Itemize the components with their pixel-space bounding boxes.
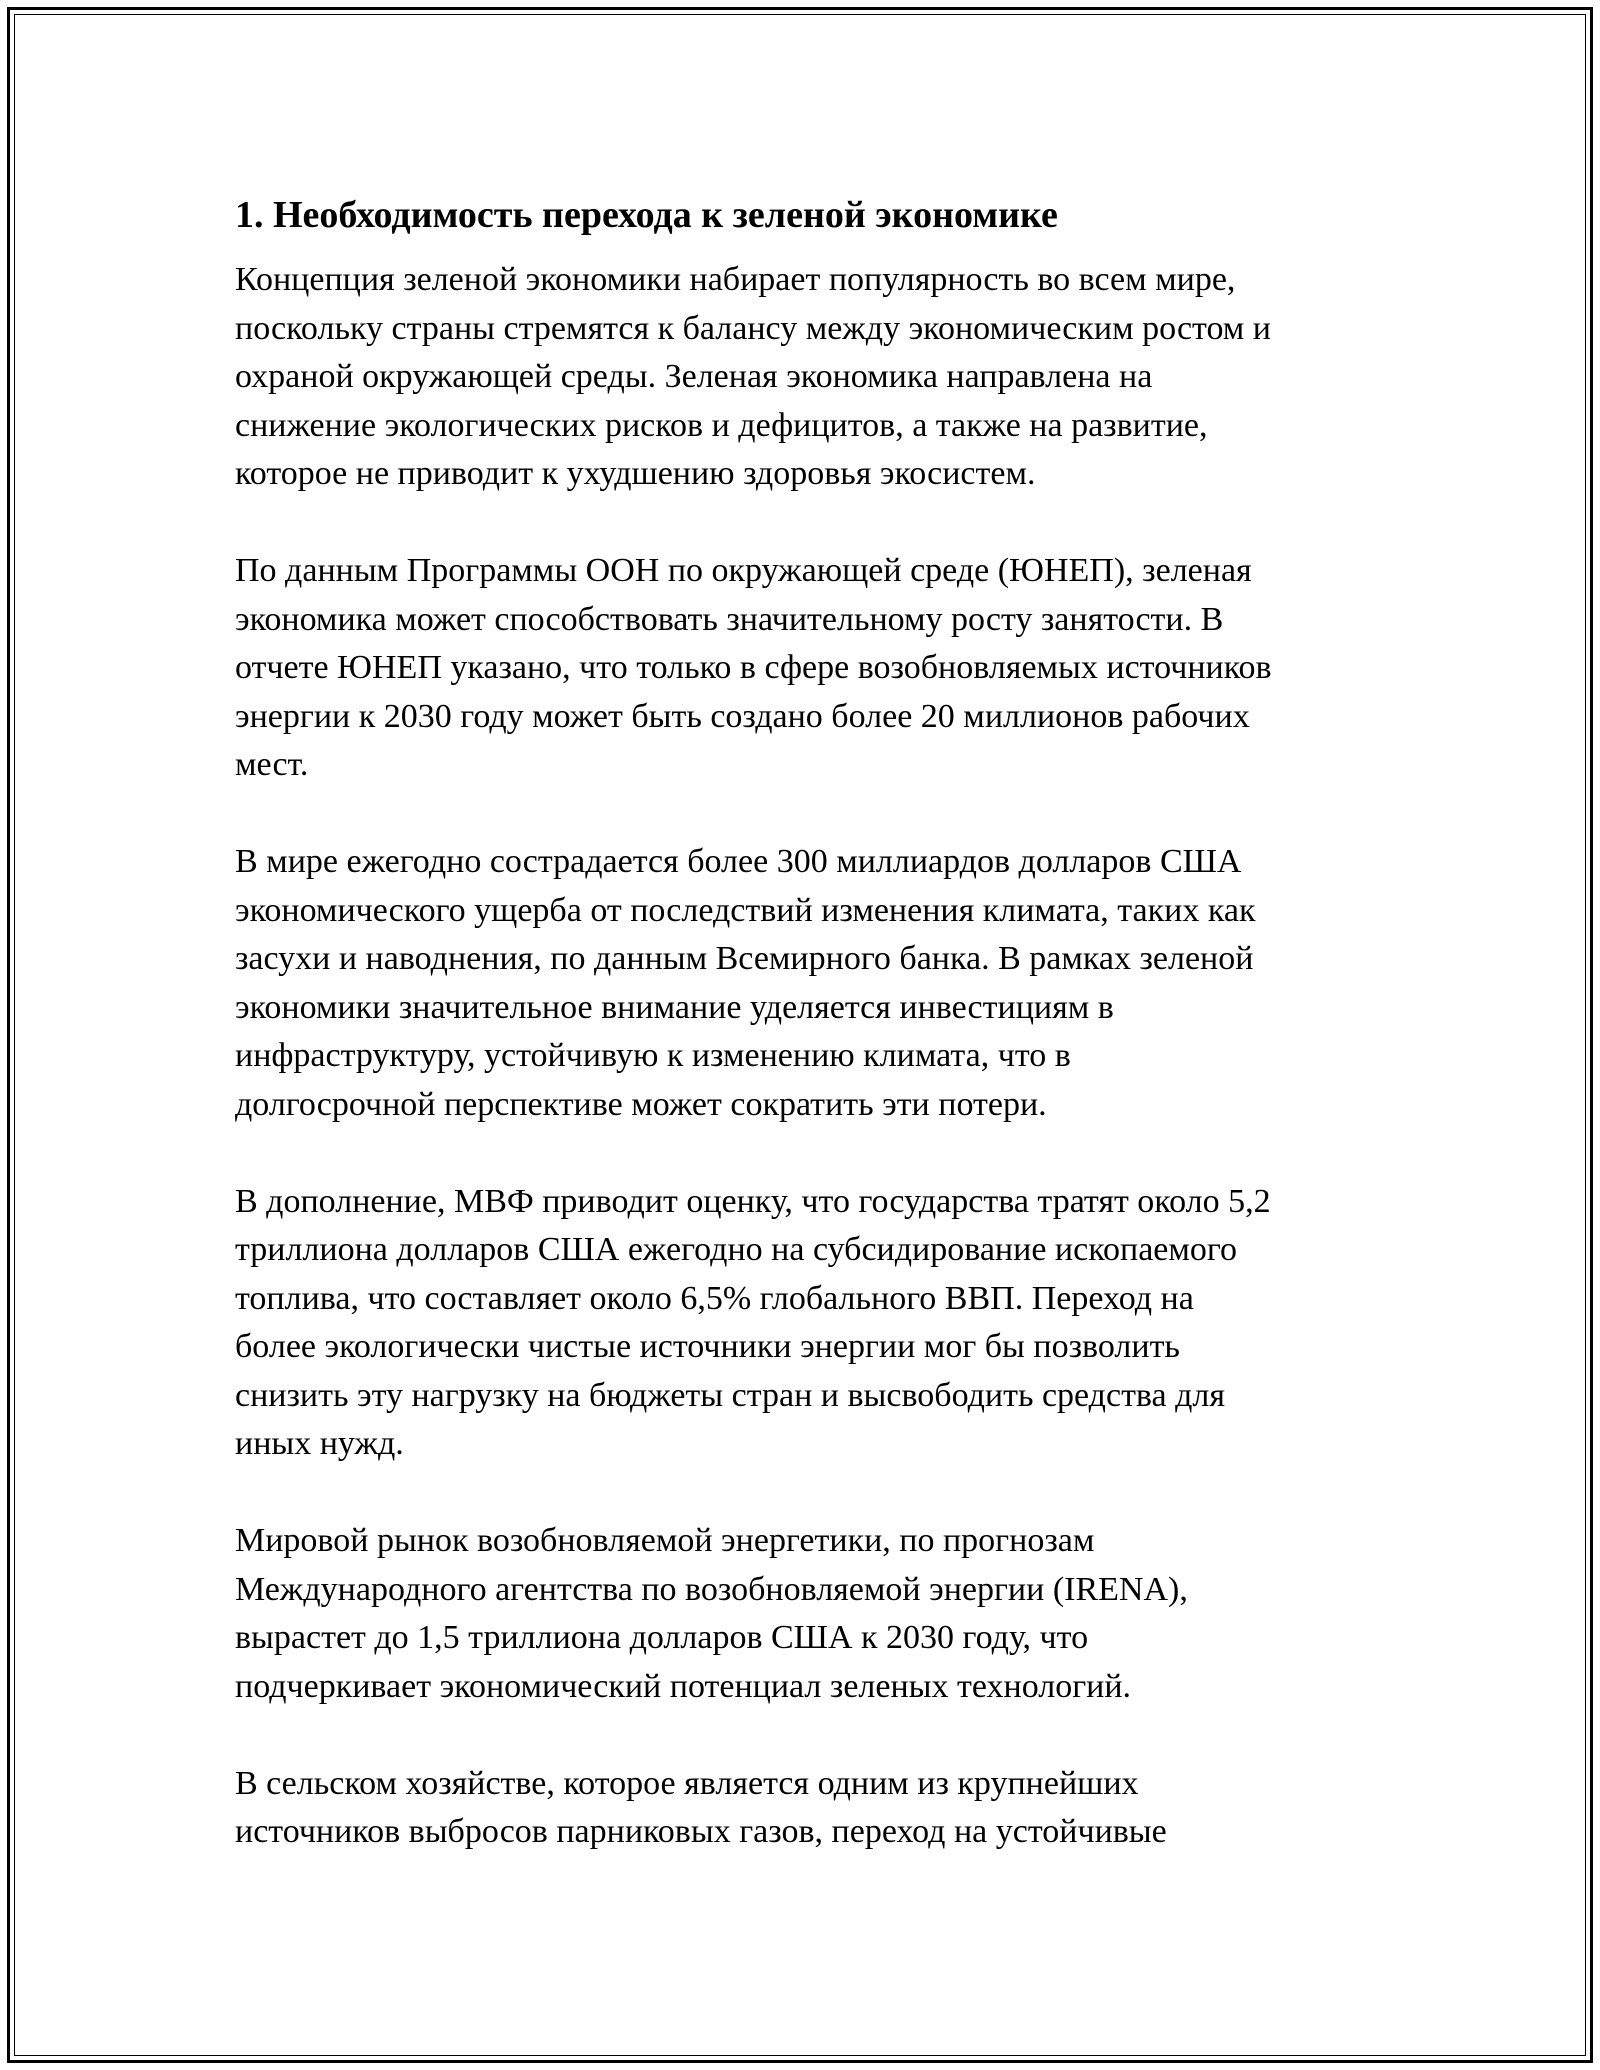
text-line: засухи и наводнения, по данным Всемирного банка. В рамках зеленой — [235, 940, 1254, 977]
text-line: более экологически чистые источники энергии мог бы позволить — [235, 1328, 1180, 1365]
text-line: Концепция зеленой экономики набирает популярность во всем мире, — [235, 261, 1236, 298]
text-line: снизить эту нагрузку на бюджеты стран и высвободить средства для — [235, 1376, 1226, 1414]
text-line: экономика может способствовать значительному росту занятости. В — [235, 600, 1224, 638]
paragraph-green-economy-concept — [235, 256, 1385, 499]
paragraph-renewables-market — [235, 1517, 1385, 1711]
text-line: экономического ущерба от последствий изменения климата, таких как — [235, 891, 1256, 929]
text-line: инфраструктуру, устойчивую к изменению климата, что в — [235, 1037, 1071, 1074]
text-line: мест. — [235, 746, 309, 783]
text-line: вырастет до 1,5 триллиона долларов США к 2030 году, что — [235, 1619, 1089, 1656]
paragraph-unep-employment — [235, 547, 1385, 790]
text-line: Международного агентства по возобновляемой энергии (IRENA), — [235, 1570, 1188, 1608]
text-line: По данным Программы ООН по окружающей среде (ЮНЕП), зеленая — [235, 552, 1252, 589]
text-line: долгосрочной перспективе может сократить эти потери. — [235, 1085, 1047, 1123]
text-line: топлива, что составляет около 6,5% глобального ВВП. Переход на — [235, 1279, 1194, 1317]
text-line: отчете ЮНЕП указано, что только в сфере возобновляемых источников — [235, 649, 1272, 686]
document-body — [235, 186, 1385, 1905]
text-line: иных нужд. — [235, 1425, 404, 1462]
text-line: триллиона долларов США ежегодно на субсидирование ископаемого — [235, 1231, 1237, 1268]
text-line: энергии к 2030 году может быть создано более 20 миллионов рабочих — [235, 697, 1250, 735]
paragraph-fossil-subsidies — [235, 1178, 1385, 1469]
paragraph-agriculture — [235, 1760, 1385, 1857]
text-line: охраной окружающей среды. Зеленая экономика направлена на — [235, 358, 1153, 395]
text-line: экономики значительное внимание уделяется инвестициям в — [235, 988, 1114, 1026]
section-heading: 1. Необходимость перехода к зеленой экономике — [235, 194, 1058, 236]
text-line: В дополнение, МВФ приводит оценку, что государства тратят около 5,2 — [235, 1182, 1271, 1220]
text-line: В мире ежегодно сострадается более 300 миллиардов долларов США — [235, 843, 1242, 880]
text-line: Мировой рынок возобновляемой энергетики, по прогнозам — [235, 1522, 1095, 1559]
text-line: В сельском хозяйстве, которое является одним из крупнейших — [235, 1764, 1139, 1802]
text-line: снижение экологических рисков и дефицитов, а также на развитие, — [235, 406, 1208, 444]
text-line: источников выбросов парниковых газов, переход на устойчивые — [235, 1813, 1167, 1850]
text-line: которое не приводит к ухудшению здоровья экосистем. — [235, 455, 1036, 492]
text-line: подчеркивает экономический потенциал зеленых технологий. — [235, 1667, 1132, 1705]
paragraph-climate-damage — [235, 838, 1385, 1129]
text-line: поскольку страны стремятся к балансу между экономическим ростом и — [235, 309, 1272, 347]
